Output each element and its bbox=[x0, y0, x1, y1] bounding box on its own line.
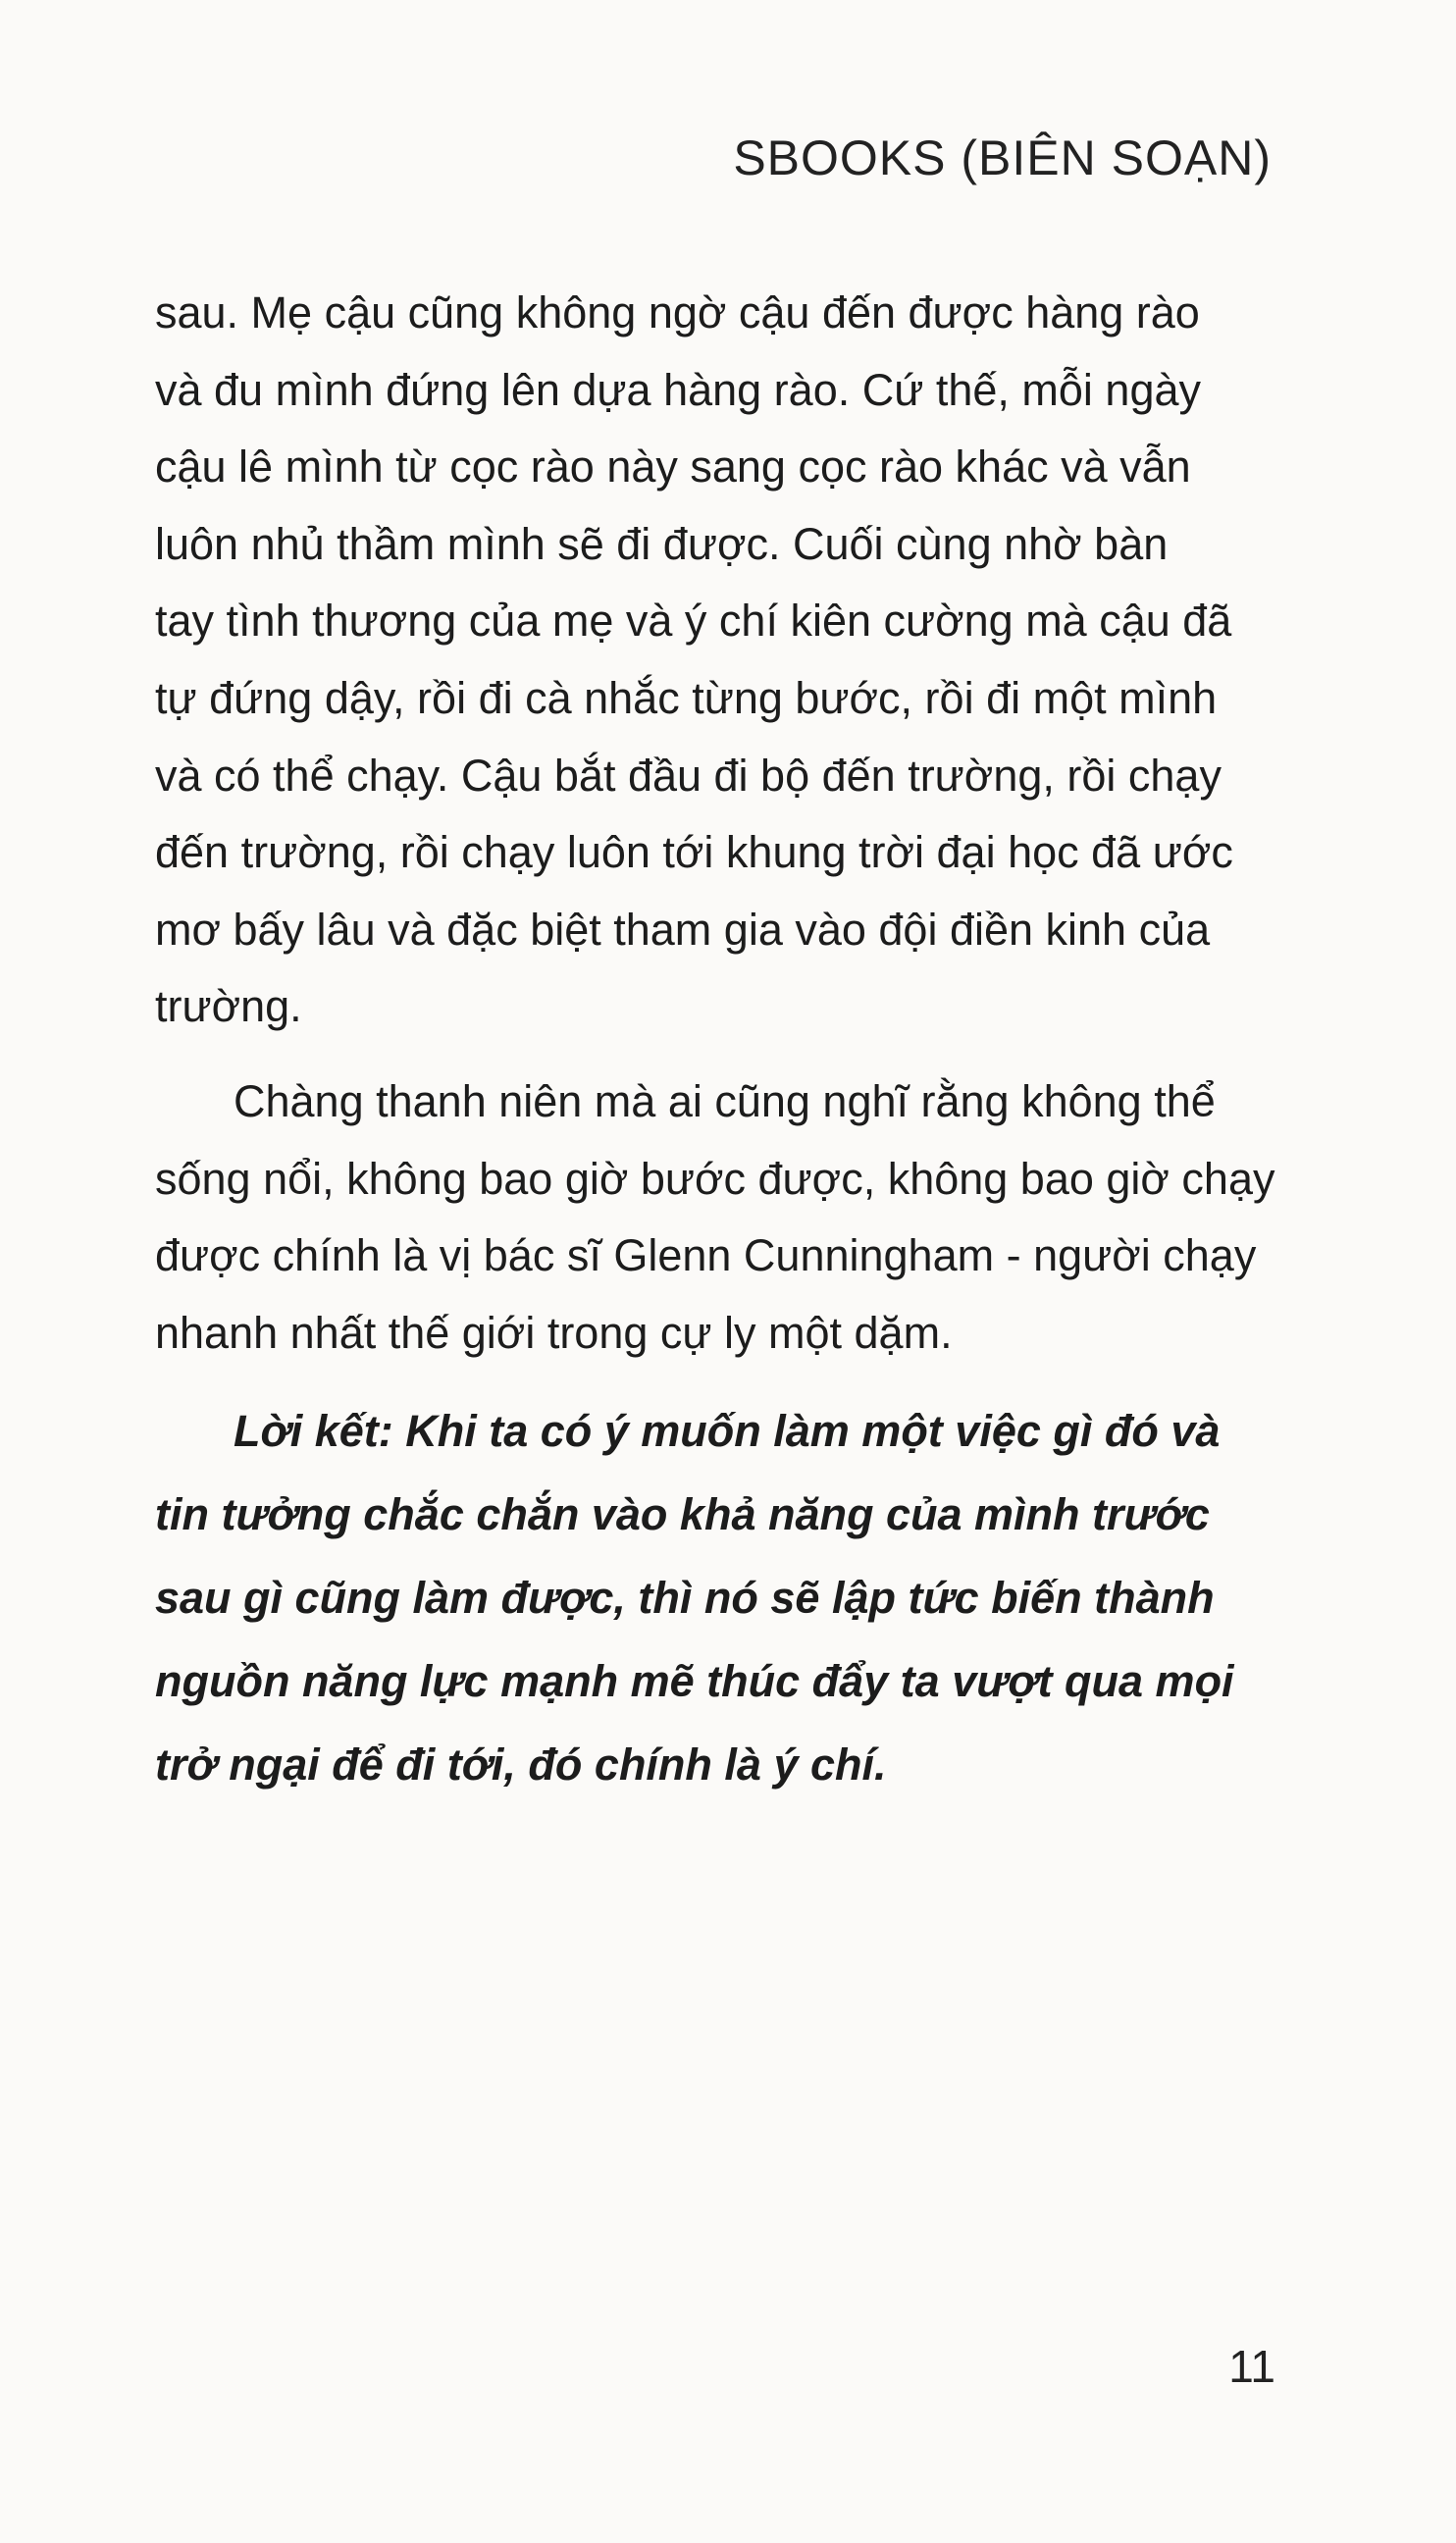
text-line: Lời kết: Khi ta có ý muốn làm một việc gì đó và bbox=[234, 1406, 1221, 1457]
text-line: tự đứng dậy, rồi đi cà nhắc từng bước, rồi đi một mình bbox=[155, 672, 1218, 723]
text-line: mơ bấy lâu và đặc biệt tham gia vào đội điền kinh của bbox=[155, 904, 1211, 955]
text-line: được chính là vị bác sĩ Glenn Cunningham - người chạy bbox=[155, 1230, 1257, 1281]
text-line: tay tình thương của mẹ và ý chí kiên cường mà cậu đã bbox=[155, 596, 1232, 647]
text-line: nguồn năng lực mạnh mẽ thúc đẩy ta vượt qua mọi bbox=[155, 1656, 1234, 1707]
text-line: và có thể chạy. Cậu bắt đầu đi bộ đến trường, rồi chạy bbox=[155, 750, 1222, 801]
paragraph-2 bbox=[155, 1064, 1275, 1372]
text-line: sau gì cũng làm được, thì nó sẽ lập tức biến thành bbox=[155, 1573, 1215, 1624]
text-line: cậu lê mình từ cọc rào này sang cọc rào khác và vẫn bbox=[155, 441, 1191, 493]
page-number: 11 bbox=[1228, 2341, 1275, 2392]
text-line: và đu mình đứng lên dựa hàng rào. Cứ thế, mỗi ngày bbox=[155, 364, 1202, 415]
text-line: trường. bbox=[155, 981, 302, 1032]
text-line: sau. Mẹ cậu cũng không ngờ cậu đến được hàng rào bbox=[155, 287, 1200, 337]
conclusion-paragraph bbox=[155, 1389, 1275, 1806]
body-text bbox=[155, 275, 1275, 1806]
text-line: sống nổi, không bao giờ bước được, không bao giờ chạy bbox=[155, 1153, 1275, 1204]
paragraph-1 bbox=[155, 275, 1275, 1046]
running-header: SBOOKS (BIÊN SOẠN) bbox=[733, 130, 1272, 185]
text-line: trở ngại để đi tới, đó chính là ý chí. bbox=[155, 1739, 887, 1790]
text-line: nhanh nhất thế giới trong cự ly một dặm. bbox=[155, 1307, 953, 1358]
text-line: tin tưởng chắc chắn vào khả năng của mình trước bbox=[155, 1489, 1210, 1540]
text-line: đến trường, rồi chạy luôn tới khung trời đại học đã ước bbox=[155, 827, 1233, 878]
text-line: Chàng thanh niên mà ai cũng nghĩ rằng không thể bbox=[234, 1075, 1216, 1126]
text-line: luôn nhủ thầm mình sẽ đi được. Cuối cùng nhờ bàn bbox=[155, 518, 1169, 569]
